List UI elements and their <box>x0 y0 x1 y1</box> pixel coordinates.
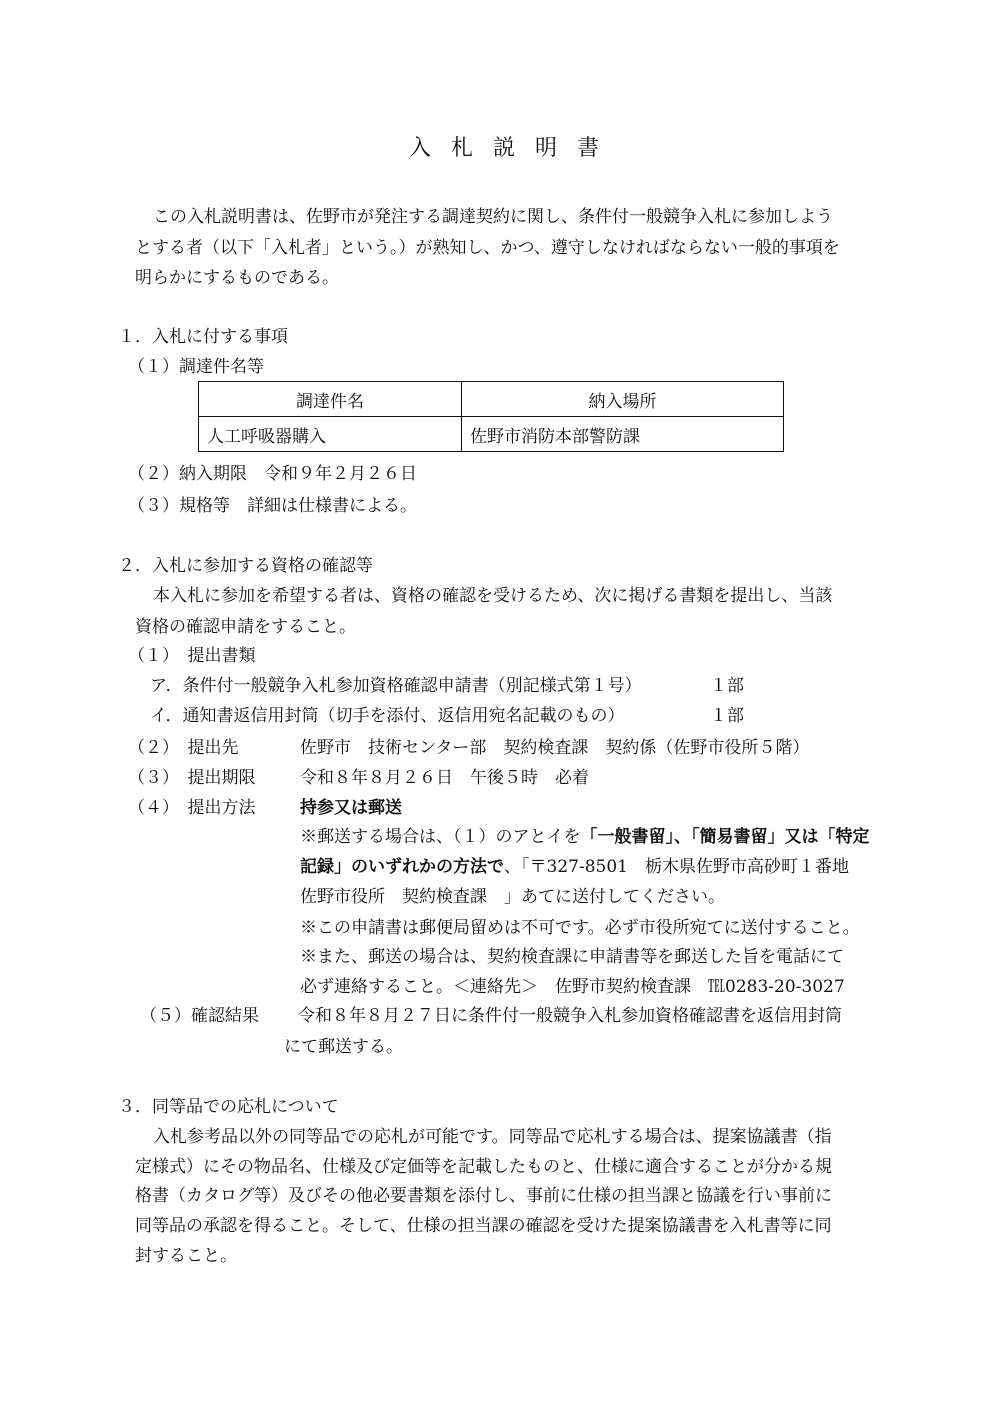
body-line: 資格の確認申請をすること。 <box>135 617 356 637</box>
table-header-cell: 納入場所 <box>462 382 784 417</box>
doc-item: ア．条件付一般競争入札参加資格確認申請書（別記様式第１号） <box>150 676 642 696</box>
body-line: 定様式）にその物品名、仕様及び定価等を記載したものと、仕様に適合することが分かる規 <box>135 1157 832 1177</box>
table-row <box>199 417 784 452</box>
table-cell: 人工呼吸器購入 <box>199 417 462 452</box>
note-text: 、「〒327-8501 栃木県佐野市高砂町１番地 <box>504 857 849 877</box>
doc-item: イ．通知書返信用封筒（切手を添付、返信用宛名記載のもの） <box>150 706 625 726</box>
body-line: 封すること。 <box>135 1246 237 1266</box>
mail-note-line <box>300 857 849 877</box>
item-label: （５）確認結果 <box>140 1006 259 1026</box>
item-value: 持参又は郵送 <box>300 798 402 818</box>
note-text: ※郵送する場合は、（１）のアとイを <box>300 827 581 847</box>
section-heading: １．入札に付する事項 <box>118 327 288 347</box>
item-value: にて郵送する。 <box>284 1037 403 1057</box>
mail-note-line: 佐野市役所 契約検査課 」あてに送付してください。 <box>300 887 725 907</box>
note-line: 必ず連絡すること。＜連絡先＞ 佐野市契約検査課 ℡0283-20-3027 <box>300 977 845 997</box>
note-emphasis: 「一般書留」、「簡易書留」又は「特定 <box>580 827 870 847</box>
table-header-cell: 調達件名 <box>199 382 462 417</box>
item-value: 令和８年８月２６日 午後５時 必着 <box>300 768 589 788</box>
body-line: 格書（カタログ等）及びその他必要書類を添付し、事前に仕様の担当課と協議を行い事前に <box>135 1186 832 1206</box>
item-value: 佐野市 技術センター部 契約検査課 契約係（佐野市役所５階） <box>300 738 810 758</box>
item-label: （１） 提出書類 <box>128 646 256 666</box>
note-emphasis: 記録」のいずれかの方法で <box>300 857 504 877</box>
item-label: （２） 提出先 <box>128 738 239 758</box>
intro-line: この入札説明書は、佐野市が発注する調達契約に関し、条件付一般競争入札に参加しよう <box>153 207 833 227</box>
intro-line: とする者（以下「入札者」という。）が熟知し、かつ、遵守しなければならない一般的事項を <box>135 238 840 258</box>
note-line: ※この申請書は郵便局留めは不可です。必ず市役所宛てに送付すること。 <box>300 918 860 938</box>
table-cell: 佐野市消防本部警防課 <box>462 417 784 452</box>
page-title: 入札説明書 <box>409 136 620 161</box>
body-line: 同等品の承認を得ること。そして、仕様の担当課の確認を受けた提案協議書を入札書等に同 <box>135 1216 832 1236</box>
section-heading: ２．入札に参加する資格の確認等 <box>118 556 373 576</box>
body-line: 入札参考品以外の同等品での応札が可能です。同等品で応札する場合は、提案協議書（指 <box>153 1127 832 1147</box>
item-label: （４） 提出方法 <box>128 798 256 818</box>
item-text: （２）納入期限 令和９年２月２６日 <box>128 464 417 484</box>
doc-quantity: １部 <box>710 676 744 696</box>
body-line: 本入札に参加を希望する者は、資格の確認を受けるため、次に掲げる書類を提出し、当該 <box>153 586 833 606</box>
item-label: （３） 提出期限 <box>128 768 256 788</box>
section-heading: ３．同等品での応札について <box>118 1097 339 1117</box>
item-value: 令和８年８月２７日に条件付一般競争入札参加資格確認書を返信用封筒 <box>298 1006 842 1026</box>
table-header-row <box>199 382 784 417</box>
procurement-table <box>198 381 784 452</box>
intro-line: 明らかにするものである。 <box>135 268 339 288</box>
note-line: ※また、郵送の場合は、契約検査課に申請書等を郵送した旨を電話にて <box>300 947 844 967</box>
doc-quantity: １部 <box>710 706 744 726</box>
item-text: （３）規格等 詳細は仕様書による。 <box>128 496 417 516</box>
item-label: （１）調達件名等 <box>128 357 264 377</box>
mail-note-line <box>300 827 870 847</box>
